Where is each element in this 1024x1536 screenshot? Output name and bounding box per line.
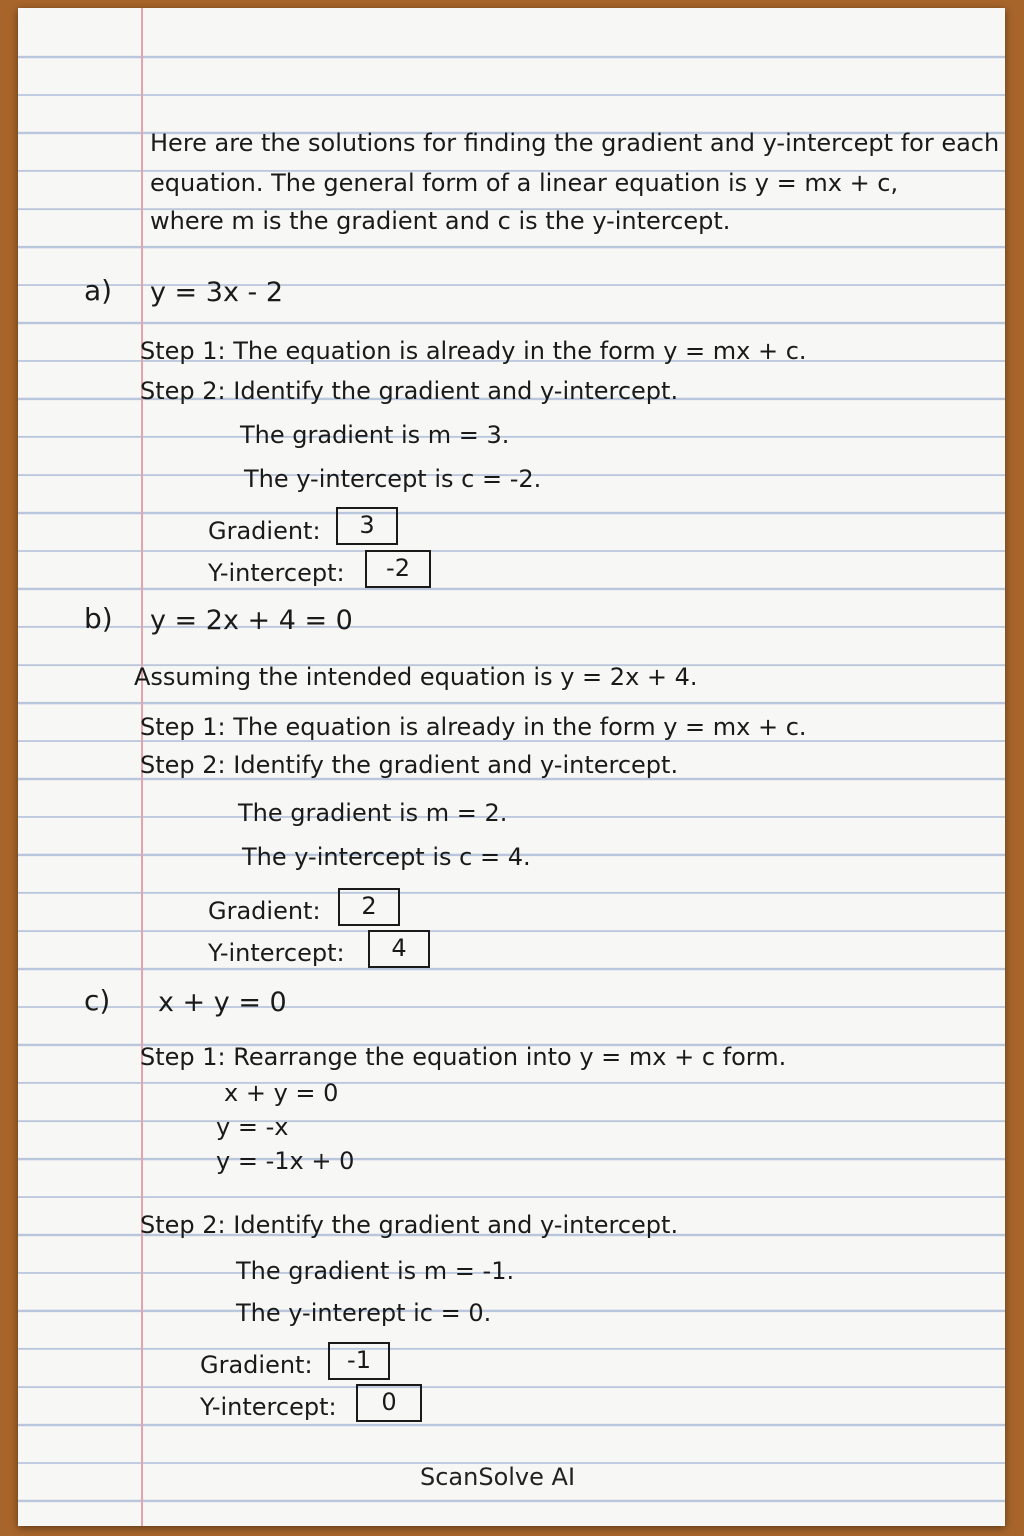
part-b-assumption: Assuming the intended equation is y = 2x + 4. [134,663,698,691]
part-a-label: a) [84,274,113,307]
part-a-step2: Step 2: Identify the gradient and y-intercept. [140,377,679,405]
part-b-label: b) [84,602,113,635]
part-b-step2: Step 2: Identify the gradient and y-intercept. [140,751,679,779]
part-c-step1: Step 1: Rearrange the equation into y = mx + c form. [140,1043,787,1071]
part-c-gradient-answer-box: -1 [328,1342,390,1380]
footer-brand: ScanSolve AI [420,1463,576,1491]
intro-line-3: where m is the gradient and c is the y-intercept. [150,207,731,235]
notebook-page [18,8,1005,1526]
part-c-equation: x + y = 0 [158,987,287,1018]
part-a-gradient-answer-box: 3 [336,507,398,545]
intro-line-2: equation. The general form of a linear equation is y = mx + c, [150,169,899,197]
part-a-gradient-text: The gradient is m = 3. [240,421,510,449]
intro-line-1: Here are the solutions for finding the gradient and y-intercept for each [150,129,1000,157]
part-c-work-line-1: x + y = 0 [224,1079,339,1107]
part-b-gradient-label: Gradient: [208,897,321,925]
part-a-step1: Step 1: The equation is already in the form y = mx + c. [140,337,807,365]
part-c-work-line-2: y = -x [216,1113,289,1141]
part-b-intercept-text: The y-intercept is c = 4. [242,843,531,871]
part-c-gradient-label: Gradient: [200,1351,313,1379]
part-a-equation: y = 3x - 2 [150,277,284,308]
part-b-step1: Step 1: The equation is already in the form y = mx + c. [140,713,807,741]
part-b-intercept-label: Y-intercept: [208,939,345,967]
part-c-step2: Step 2: Identify the gradient and y-intercept. [140,1211,679,1239]
part-c-work-line-3: y = -1x + 0 [216,1147,355,1175]
part-c-label: c) [84,984,111,1017]
part-b-intercept-answer-box: 4 [368,930,430,968]
part-b-gradient-answer-box: 2 [338,888,400,926]
part-c-intercept-text: The y-interept ic = 0. [236,1299,492,1327]
part-c-intercept-label: Y-intercept: [200,1393,337,1421]
part-c-gradient-text: The gradient is m = -1. [236,1257,515,1285]
part-a-gradient-label: Gradient: [208,517,321,545]
part-a-intercept-text: The y-intercept is c = -2. [244,465,542,493]
part-a-intercept-answer-box: -2 [365,550,431,588]
part-b-equation: y = 2x + 4 = 0 [150,605,353,636]
part-c-intercept-answer-box: 0 [356,1384,422,1422]
part-b-gradient-text: The gradient is m = 2. [238,799,508,827]
part-a-intercept-label: Y-intercept: [208,559,345,587]
